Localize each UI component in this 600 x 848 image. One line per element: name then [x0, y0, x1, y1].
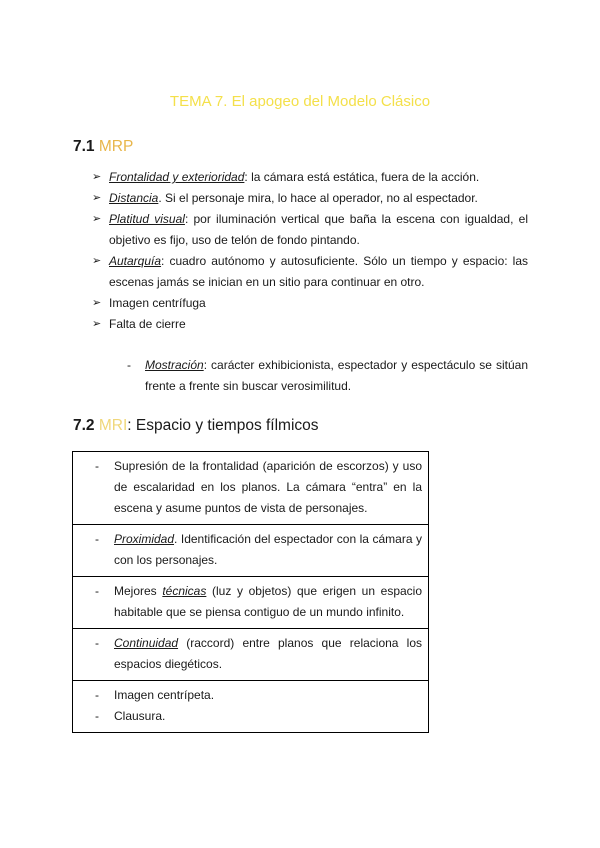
- dash-bullet-icon: -: [95, 636, 99, 650]
- list-item: [92, 251, 528, 293]
- section-subtitle: : Espacio y tiempos fílmicos: [127, 417, 319, 434]
- list-item: [95, 456, 422, 519]
- table-cell: [73, 452, 429, 525]
- section-heading-mrp: [73, 138, 133, 156]
- table-row: [73, 681, 429, 733]
- table-row: [73, 525, 429, 577]
- term: Autarquía: [109, 254, 162, 268]
- item-text: : carácter exhibicionista, espectador y espectáculo se sitúan frente a frente sin buscar verosimilitud.: [145, 358, 528, 393]
- section-number: 7.2: [73, 417, 95, 434]
- table-row: [73, 577, 429, 629]
- arrow-bullet-icon: ➢: [92, 192, 102, 204]
- list-item: [92, 314, 528, 335]
- table-cell: [73, 577, 429, 629]
- item-text: : cuadro autónomo y autosuficiente. Sólo un tiempo y espacio: las escenas jamás se inician en un sitio para continuar en otro.: [109, 254, 528, 289]
- dash-bullet-icon: -: [95, 709, 99, 723]
- section-number: 7.1: [73, 138, 95, 155]
- item-text: Clausura.: [114, 709, 166, 723]
- dash-bullet-icon: -: [95, 688, 99, 702]
- list-item: [92, 293, 528, 314]
- item-text: Supresión de la frontalidad (aparición de escorzos) y uso de escalaridad en los planos. La cámara “entra” en la escena y asume puntos de vista de personajes.: [114, 459, 422, 515]
- item-text: (raccord) entre planos que relaciona los espacios diegéticos.: [114, 636, 422, 671]
- mri-table: [72, 451, 429, 733]
- list-item: [95, 581, 422, 623]
- table-cell: [73, 681, 429, 733]
- term: Frontalidad y exterioridad: [109, 170, 245, 184]
- table-cell: [73, 525, 429, 577]
- arrow-bullet-icon: ➢: [92, 213, 102, 225]
- table-row: [73, 629, 429, 681]
- table-row: [73, 452, 429, 525]
- arrow-bullet-icon: ➢: [92, 255, 102, 267]
- item-text: (luz y objetos) que erigen un espacio habitable que se piensa contiguo de un mundo infinito.: [114, 584, 422, 619]
- item-text: Imagen centrífuga: [109, 296, 206, 310]
- dash-bullet-icon: -: [127, 358, 131, 372]
- section-name: MRI: [98, 417, 128, 434]
- mrp-bullet-list: [92, 167, 528, 335]
- item-text: : por iluminación vertical que baña la escena con igualdad, el objetivo es fijo, uso de telón de fondo pintando.: [109, 212, 528, 247]
- term: Platitud visual: [109, 212, 185, 226]
- dash-bullet-icon: -: [95, 532, 99, 546]
- dash-bullet-icon: -: [95, 584, 99, 598]
- item-text: Imagen centrípeta.: [114, 688, 215, 702]
- section-name: MRP: [98, 138, 134, 155]
- term: Proximidad: [114, 532, 175, 546]
- item-text: Mejores: [114, 584, 163, 598]
- item-text: . Si el personaje mira, lo hace al operador, no al espectador.: [158, 191, 478, 205]
- list-item: [92, 209, 528, 251]
- item-text: Falta de cierre: [109, 317, 186, 331]
- arrow-bullet-icon: ➢: [92, 318, 102, 330]
- section-heading-mri: [73, 417, 319, 435]
- list-item: [92, 167, 528, 188]
- item-text: . Identificación del espectador con la cámara y con los personajes.: [114, 532, 422, 567]
- term: técnicas: [162, 584, 207, 598]
- list-item: [95, 685, 422, 706]
- mostracion-note: [127, 355, 528, 397]
- table-cell: [73, 629, 429, 681]
- dash-bullet-icon: -: [95, 459, 99, 473]
- item-text: : la cámara está estática, fuera de la acción.: [244, 170, 480, 184]
- arrow-bullet-icon: ➢: [92, 171, 102, 183]
- arrow-bullet-icon: ➢: [92, 297, 102, 309]
- list-item: [95, 706, 422, 727]
- term: Distancia: [109, 191, 159, 205]
- term: Continuidad: [114, 636, 179, 650]
- page-title: TEMA 7. El apogeo del Modelo Clásico: [169, 93, 431, 110]
- list-item: [95, 529, 422, 571]
- list-item: [95, 633, 422, 675]
- list-item: [127, 355, 528, 397]
- term: Mostración: [145, 358, 204, 372]
- list-item: [92, 188, 528, 209]
